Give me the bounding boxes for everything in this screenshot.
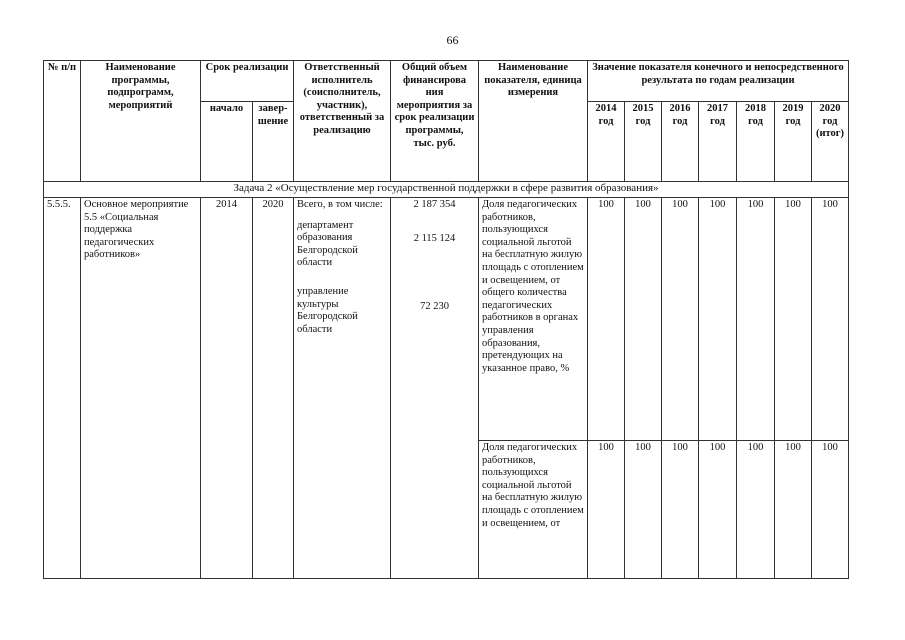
row-start-year: 2014 bbox=[201, 198, 253, 579]
header-name: Наименование программы, подпрограмм, мероприятий bbox=[81, 61, 201, 182]
header-end: завер-шение bbox=[253, 102, 294, 182]
value1-2014: 100 bbox=[588, 198, 625, 441]
header-year-2019: 2019 год bbox=[775, 102, 812, 182]
value2-2019: 100 bbox=[775, 441, 812, 579]
executor-culture-dept: управление культуры Белгородской области bbox=[297, 285, 358, 335]
value1-2020: 100 bbox=[812, 198, 849, 441]
row-amounts bbox=[391, 198, 479, 579]
value1-2019: 100 bbox=[775, 198, 812, 441]
amount-culture-dept: 72 230 bbox=[420, 301, 449, 313]
row-number: 5.5.5. bbox=[44, 198, 81, 579]
value2-2015: 100 bbox=[625, 441, 662, 579]
value2-2017: 100 bbox=[699, 441, 737, 579]
row-name: Основное мероприятие 5.5 «Социальная поддержка педагогических работников» bbox=[81, 198, 201, 579]
header-executor: Ответственный исполнитель (соисполнитель, участник), ответственный за реализацию bbox=[294, 61, 391, 182]
header-indicator: Наименование показателя, единица измерения bbox=[479, 61, 588, 182]
amount-total: 2 187 354 bbox=[413, 199, 456, 210]
header-year-2017: 2017 год bbox=[699, 102, 737, 182]
page-number: 66 bbox=[446, 33, 459, 47]
task-row bbox=[44, 182, 849, 198]
value1-2018: 100 bbox=[737, 198, 775, 441]
value1-2016: 100 bbox=[662, 198, 699, 441]
row-end-year: 2020 bbox=[253, 198, 294, 579]
value2-2018: 100 bbox=[737, 441, 775, 579]
header-row-1 bbox=[44, 61, 849, 102]
value2-2016: 100 bbox=[662, 441, 699, 579]
header-year-2015: 2015 год bbox=[625, 102, 662, 182]
header-term: Срок реализации bbox=[201, 61, 294, 102]
value1-2015: 100 bbox=[625, 198, 662, 441]
header-year-2018: 2018 год bbox=[737, 102, 775, 182]
program-table bbox=[43, 60, 849, 579]
amount-education-dept: 2 115 124 bbox=[413, 232, 456, 244]
value2-2014: 100 bbox=[588, 441, 625, 579]
header-year-2020: 2020 год (итог) bbox=[812, 102, 849, 182]
indicator-2: Доля педагогических работников, пользующихся социальной льготой на бесплатную жилую площадь с отоплением и освещением, от bbox=[479, 441, 588, 579]
header-financing: Общий объем финансирова ния мероприятия за срок реализации программы, тыс. руб. bbox=[391, 61, 479, 182]
indicator-1: Доля педагогических работников, пользующихся социальной льготой на бесплатную жилую площадь с отоплением и освещением, от общего количества педагогических работников в органах управления образования, претендующих на указанное право, % bbox=[479, 198, 588, 441]
value2-2020: 100 bbox=[812, 441, 849, 579]
header-year-2014: 2014 год bbox=[588, 102, 625, 182]
value1-2017: 100 bbox=[699, 198, 737, 441]
executor-total: Всего, в том числе: bbox=[297, 199, 383, 210]
task-title: Задача 2 «Осуществление мер государственной поддержки в сфере развития образования» bbox=[44, 182, 849, 198]
header-start: начало bbox=[201, 102, 253, 182]
row-executors bbox=[294, 198, 391, 579]
header-num: № п/п bbox=[44, 61, 81, 182]
header-values: Значение показателя конечного и непосредственного результата по годам реализации bbox=[588, 61, 849, 102]
table-row bbox=[44, 198, 849, 441]
header-year-2016: 2016 год bbox=[662, 102, 699, 182]
executor-education-dept: департамент образования Белгородской области bbox=[297, 219, 358, 269]
